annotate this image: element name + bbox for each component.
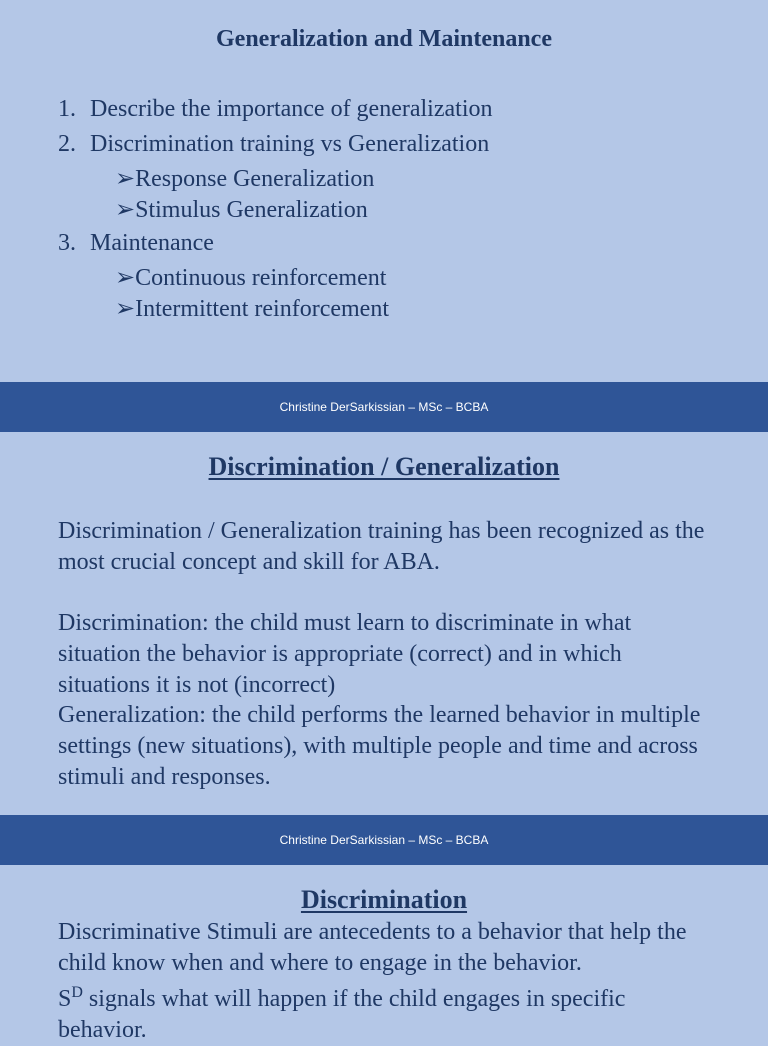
sub-item-response-generalization [115, 164, 374, 193]
list-item-2 [58, 131, 489, 158]
list-number: 2. [58, 131, 76, 157]
slide-3-title: Discrimination [300, 885, 468, 914]
spacer [58, 577, 718, 608]
footer-bar-1: Christine DerSarkissian – MSc – BCBA [0, 382, 768, 432]
sd-superscript: D [71, 984, 83, 1002]
paragraph: Discrimination / Generalization training has been recognized as the most crucial concept and skill for ABA. [58, 518, 705, 575]
footer-bar-2: Christine DerSarkissian – MSc – BCBA [0, 815, 768, 865]
paragraph: Generalization: the child performs the learned behavior in multiple settings (new situations), with multiple people and time and across stimuli and responses. [58, 702, 701, 790]
arrow-bullet-icon: ➢ [115, 265, 136, 291]
slide-3 [0, 865, 768, 1044]
sub-item-text: Continuous reinforcement [135, 265, 387, 291]
list-item-text: Maintenance [90, 230, 214, 256]
slide-2-title: Discrimination / Generalization [208, 452, 560, 481]
paragraph: Discrimination: the child must learn to discriminate in what situation the behavior is appropriate (correct) and in which situations it is not (incorrect) [58, 610, 632, 698]
list-item-3 [58, 230, 214, 257]
sub-item-text: Stimulus Generalization [135, 197, 368, 223]
sub-item-text: Intermittent reinforcement [135, 296, 389, 322]
sd-symbol: S [58, 986, 72, 1013]
sub-item-text: Response Generalization [135, 166, 375, 192]
slide-2 [0, 432, 768, 815]
list-item-text: Discrimination training vs Generalization [90, 131, 490, 157]
slide-3-body [58, 917, 708, 1046]
list-item-1 [58, 96, 492, 123]
list-number: 3. [58, 230, 76, 256]
arrow-bullet-icon: ➢ [115, 166, 136, 192]
sub-item-stimulus-generalization [115, 195, 368, 224]
list-number: 1. [58, 96, 76, 122]
slide-1-title: Generalization and Maintenance [216, 26, 552, 52]
sub-item-continuous-reinforcement [115, 263, 386, 292]
slide-2-body [58, 516, 718, 792]
list-item-text: Describe the importance of generalization [90, 96, 493, 122]
paragraph [58, 978, 708, 1045]
arrow-bullet-icon: ➢ [115, 296, 136, 322]
arrow-bullet-icon: ➢ [115, 197, 136, 223]
paragraph: Discriminative Stimuli are antecedents to a behavior that help the child know when and where to engage in the behavior. [58, 919, 687, 976]
slide-1 [0, 0, 768, 382]
sd-text: signals what will happen if the child engages in specific behavior. [58, 986, 626, 1044]
sub-item-intermittent-reinforcement [115, 294, 389, 323]
